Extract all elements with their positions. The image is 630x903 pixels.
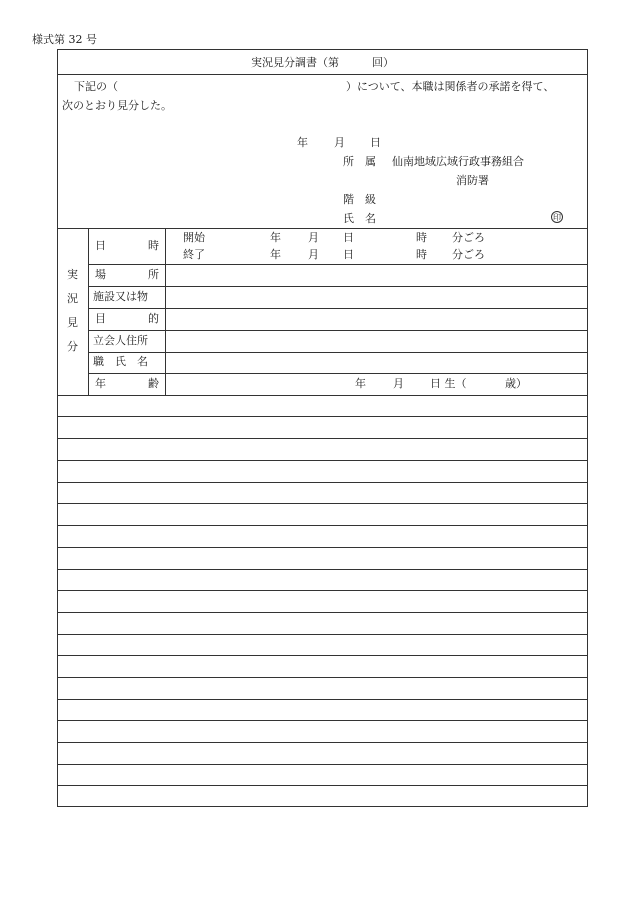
end-hour: 時	[416, 248, 427, 261]
sig-date-year: 年	[297, 136, 308, 149]
ruled-line	[57, 742, 588, 743]
end-label: 終了	[183, 248, 205, 261]
ruled-line	[57, 764, 588, 765]
ruled-line	[57, 655, 588, 656]
ruled-line	[57, 634, 588, 635]
ruled-line	[57, 590, 588, 591]
title-divider	[57, 74, 588, 75]
ruled-line	[57, 785, 588, 786]
end-day: 日	[343, 248, 354, 261]
ruled-line	[57, 699, 588, 700]
section-char-3: 見	[67, 316, 78, 329]
seal-mark: 印	[553, 213, 561, 222]
start-year: 年	[270, 231, 281, 244]
age-label-2: 齢	[148, 377, 159, 390]
end-minute: 分ごろ	[452, 248, 485, 261]
ruled-line	[57, 438, 588, 439]
start-month: 月	[308, 231, 319, 244]
fire-station: 消防署	[456, 174, 489, 187]
start-hour: 時	[416, 231, 427, 244]
label-column-divider	[165, 228, 166, 395]
purpose-label-2: 的	[148, 312, 159, 325]
form-number: 様式第 32 号	[32, 33, 97, 46]
row-divider-1	[88, 264, 588, 265]
row-divider-3	[88, 308, 588, 309]
start-minute: 分ごろ	[452, 231, 485, 244]
datetime-label-2: 時	[148, 239, 159, 252]
place-label-2: 所	[148, 268, 159, 281]
affiliation-value: 仙南地域広域行政事務組合	[392, 155, 524, 168]
name-label: 氏 名	[343, 212, 376, 225]
ruled-line	[57, 525, 588, 526]
ruled-line	[57, 547, 588, 548]
ruled-line	[57, 482, 588, 483]
row-divider-2	[88, 286, 588, 287]
ruled-line	[57, 460, 588, 461]
birth-month: 月	[393, 377, 404, 390]
table-bottom-divider	[57, 395, 588, 396]
ruled-line	[57, 416, 588, 417]
row-divider-6	[88, 373, 588, 374]
end-month: 月	[308, 248, 319, 261]
ruled-line	[57, 612, 588, 613]
ruled-line	[57, 569, 588, 570]
document-title: 実況見分調書（第 回）	[251, 56, 394, 69]
start-label: 開始	[183, 231, 205, 244]
row-divider-5	[88, 352, 588, 353]
place-label-1: 場	[95, 268, 106, 281]
occupation-name-label: 職 氏 名	[93, 355, 148, 368]
rank-label: 階 級	[343, 193, 376, 206]
birth-day: 日 生（	[430, 377, 467, 390]
ruled-line	[57, 720, 588, 721]
age-label-1: 年	[95, 377, 106, 390]
birth-year: 年	[355, 377, 366, 390]
section-column-divider	[88, 228, 89, 395]
end-year: 年	[270, 248, 281, 261]
ruled-line	[57, 503, 588, 504]
affiliation-label: 所 属	[343, 155, 376, 168]
facility-label: 施設又は物	[93, 290, 148, 303]
intro-prefix: 下記の（	[74, 80, 118, 93]
intro-line-2: 次のとおり見分した。	[62, 99, 172, 112]
ruled-line	[57, 677, 588, 678]
row-divider-4	[88, 330, 588, 331]
start-day: 日	[343, 231, 354, 244]
datetime-label-1: 日	[95, 239, 106, 252]
age-unit: 歳）	[505, 377, 527, 390]
section-char-2: 況	[67, 292, 78, 305]
sig-date-month: 月	[334, 136, 345, 149]
table-top-divider	[57, 228, 588, 229]
intro-suffix: ）について、本職は関係者の承諾を得て、	[346, 80, 555, 93]
section-char-1: 実	[67, 268, 78, 281]
witness-address-label: 立会人住所	[93, 334, 148, 347]
purpose-label-1: 目	[95, 312, 106, 325]
section-char-4: 分	[67, 340, 78, 353]
sig-date-day: 日	[370, 136, 381, 149]
